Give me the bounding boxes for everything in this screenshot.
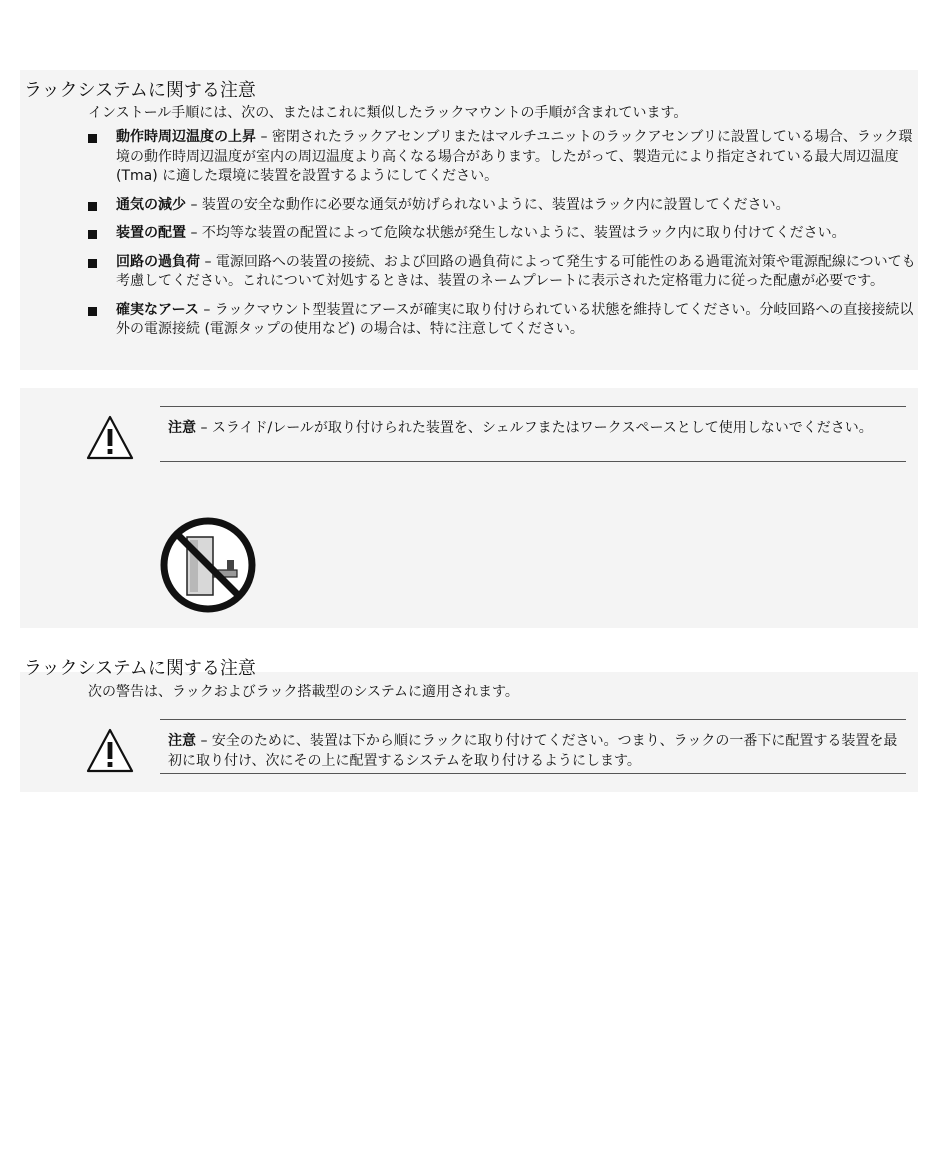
- list-item: [88, 301, 918, 340]
- caution-label: 注意: [168, 420, 196, 436]
- item-term: 装置の配置: [116, 225, 186, 241]
- caution1-top-rule: [160, 406, 906, 407]
- caution-text: – 安全のために、装置は下から順にラックに取り付けてください。つまり、ラックの一番下に配置する装置を最初に取り付け、次にその上に配置するシステムを取り付けるようにします。: [168, 733, 898, 769]
- list-item: [88, 253, 918, 292]
- bullet-square-icon: [88, 259, 97, 268]
- item-text: – ラックマウント型装置にアースが確実に取り付けられている状態を維持してください。分岐回路への直接接続以外の電源接続 (電源タップの使用など) の場合は、特に注意してください。: [116, 301, 914, 337]
- item-term: 動作時周辺温度の上昇: [116, 129, 256, 145]
- warning-triangle-icon: [86, 414, 134, 460]
- caution-label: 注意: [168, 733, 196, 749]
- bullet-square-icon: [88, 202, 97, 211]
- item-term: 確実なアース: [116, 301, 199, 318]
- item-text: – 装置の安全な動作に必要な通気が妨げられないように、装置はラック内に設置してください。: [186, 196, 790, 213]
- caution1-note: [168, 418, 903, 438]
- precaution-list: [88, 128, 918, 349]
- caution2-note: [168, 731, 903, 771]
- item-text: – 不均等な装置の配置によって危険な状態が発生しないように、装置はラック内に取り付けてください。: [186, 225, 846, 241]
- list-item: [88, 196, 918, 216]
- list-item: [88, 224, 918, 244]
- section2-intro: 次の警告は、ラックおよびラック搭載型のシステムに適用されます。: [88, 684, 519, 700]
- caution1-bottom-rule: [160, 461, 906, 462]
- caution2-top-rule: [160, 719, 906, 720]
- list-item: [88, 128, 918, 187]
- bullet-square-icon: [88, 134, 97, 143]
- caution-text: – スライド/レールが取り付けられた装置を、シェルフまたはワークスペースとして使用しないでください。: [196, 420, 873, 436]
- item-term: 通気の減少: [116, 196, 186, 213]
- bullet-square-icon: [88, 307, 97, 316]
- section1-title: ラックシステムに関する注意: [24, 80, 256, 101]
- warning-triangle-icon: [86, 727, 134, 773]
- item-text: – 密閉されたラックアセンブリまたはマルチユニットのラックアセンブリに設置している場合、ラック環境の動作時周辺温度が室内の周辺温度より高くなる場合があります。したがって、製造元により指定されている最大周辺温度 (Tma) に適した環境に装置を設置するようにしてください。: [116, 129, 913, 184]
- item-term: 回路の過負荷: [116, 253, 200, 270]
- section1-intro: インストール手順には、次の、またはこれに類似したラックマウントの手順が含まれています。: [88, 105, 688, 121]
- no-shelf-use-icon: [157, 515, 259, 615]
- bullet-square-icon: [88, 230, 97, 239]
- section2-title: ラックシステムに関する注意: [24, 658, 256, 679]
- item-text: – 電源回路への装置の接続、および回路の過負荷によって発生する可能性のある過電流対策や電源配線についても考慮してください。これについて対処するときは、装置のネームプレートに表示された定格電力に従った配慮が必要です。: [116, 253, 916, 289]
- caution2-bottom-rule: [160, 773, 906, 774]
